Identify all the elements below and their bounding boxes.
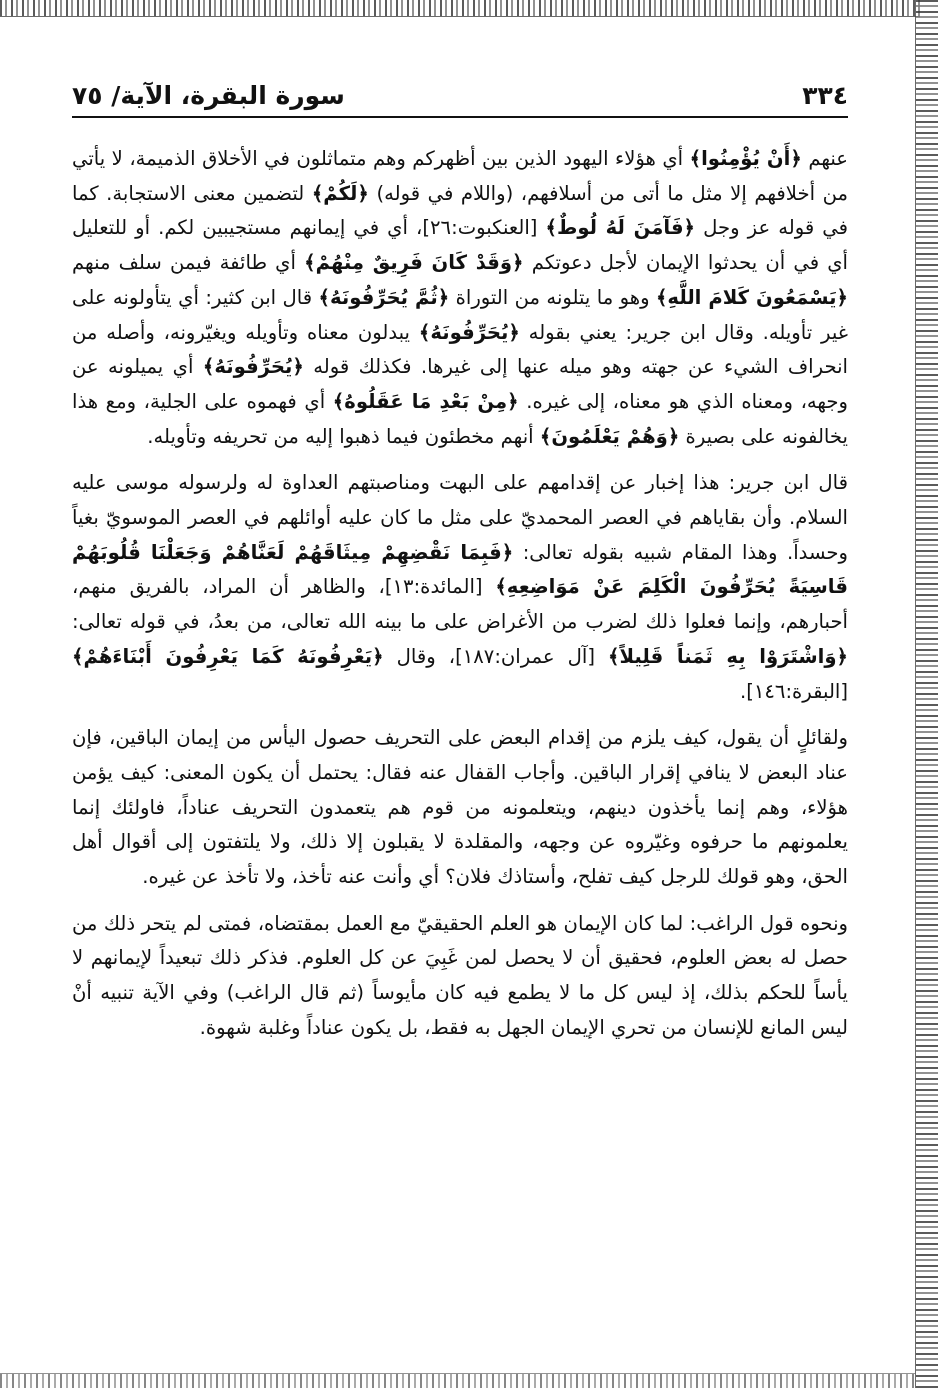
text-segment: وهو ما يتلونه من التوراة — [449, 285, 656, 309]
decorative-top-border — [0, 0, 920, 17]
quran-quote: ﴿يُحَرِّفُونَهُ﴾ — [418, 320, 520, 344]
text-segment: قال ابن جرير: هذا إخبار عن إقدامهم على البهت ومناصبتهم العداوة له ولرسوله موسى عليه السلام. وأن بقاياهم في العصر المحمديّ على مثل ما كان عليه أوائلهم في العصر الموسويّ بغياً وحسداً. وهذا المقام شبيه بقوله تعالى: — [72, 471, 848, 564]
quran-quote: ﴿وَاشْتَرَوْا بِهِ ثَمَناً قَلِيلاً﴾ — [608, 644, 848, 668]
text-segment: أي فهموه على الجلية، ومع هذا يخالفونه على بصيرة — [72, 389, 848, 448]
quran-quote: ﴿فَبِمَا نَقْضِهِمْ مِيثَاقَهُمْ لَعَنَّاهُمْ وَجَعَلْنَا قُلُوبَهُمْ قَاسِيَةً يُحَرِّفُونَ الْكَلِمَ عَنْ مَوَاضِعِهِ﴾ — [72, 540, 848, 599]
text-segment: [المائدة:١٣]، والظاهر أن المراد، بالفريق منهم، أحبارهم، وإنما فعلوا ذلك لضرب من الأغراض على ما بينه الله تعالى، من بعدُ، في قوله تعالى: — [72, 575, 848, 634]
text-segment: أي هؤلاء اليهود الذين بين أظهركم وهم متماثلون في الأخلاق الذميمة، لا يأتي من أخلافهم إلا مثل ما أتى من أسلافهم، (واللام في قوله) — [72, 147, 848, 205]
text-segment: [العنكبوت:٢٦]، أي في إيمانهم مستجيبين لكم. أو للتعليل أي في أن يحدثوا الإيمان لأجل دعوتكم — [72, 216, 848, 275]
text-segment: ولقائلٍ أن يقول، كيف يلزم من إقدام البعض على التحريف حصول اليأس من إيمان الباقين، فإن عناد البعض لا ينافي إقرار الباقين. وأجاب القفال عنه فقال: يحتمل أن يكون المعنى: كيف يؤمن هؤلاء، وهم إنما يأخذون دينهم، ويتعلمونه من قوم هم يتعمدون التحريف عناداً، فاولئك إنما يعلمونهم ما حرفوه وغيّروه عن وجهه، والمقلدة لا يقبلون إلا ذلك، ولا يلتفتون إلى أقوال أهل الحق، وهو قولك للرجل كيف تفلح، وأستاذك فلان؟ أي وأنت عنه تأخذ، ولا تأخذ عن غيره. — [72, 726, 848, 889]
text-segment: أي يميلونه عن وجهه، ومعناه الذي هو معناه، إلى غيره. — [72, 355, 848, 413]
quran-quote: ﴿مِنْ بَعْدِ مَا عَقَلُوهُ﴾ — [332, 389, 519, 413]
surah-title: سورة البقرة، الآية/ ٧٥ — [72, 81, 345, 110]
page-number: ٣٣٤ — [802, 81, 848, 110]
paragraph — [72, 907, 848, 1046]
text-segment: أنهم مخطئون فيما ذهبوا إليه من تحريفه وتأويله. — [147, 424, 540, 448]
paragraph — [72, 142, 848, 454]
text-segment: قال ابن كثير: أي يتأولونه على غير تأويله. وقال ابن جرير: يعني بقوله — [72, 285, 849, 344]
text-segment: لتضمين معنى الاستجابة. كما في قوله عز وجل — [72, 181, 848, 240]
quran-quote: ﴿يَعْرِفُونَهُ كَمَا يَعْرِفُونَ أَبْنَاءَهُمْ﴾ — [72, 644, 384, 668]
text-segment: [آل عمران:١٨٧]، وقال — [383, 644, 609, 668]
quran-quote: ﴿ثُمَّ يُحَرِّفُونَهُ﴾ — [318, 285, 450, 309]
text-segment: ونحوه قول الراغب: لما كان الإيمان هو العلم الحقيقيّ مع العمل بمقتضاه، فمتى لم يتحر ذلك من حصل له بعض العلوم، فحقيق أن لا يحصل لمن غَبِيَ عن كل العلوم. فذكر ذلك تبعيداً لإيمانهم لا يأساً للحكم بذلك، إذ ليس كل ما لا يطمع فيه كان مأيوساً (ثم قال الراغب) وفي الآية تنبيه أنْ ليس المانع للإنسان من تحري الإيمان الجهل به فقط، بل يكون عناداً وغلبة شهوة. — [72, 911, 848, 1039]
quran-quote: ﴿لَكُمْ﴾ — [311, 181, 369, 205]
text-segment: [البقرة:١٤٦]. — [739, 679, 848, 703]
text-segment: أي طائفة فيمن سلف منهم — [72, 251, 305, 275]
quran-quote: ﴿يَسْمَعُونَ كَلامَ اللَّهِ﴾ — [655, 285, 848, 309]
decorative-bottom-border — [0, 1373, 916, 1388]
text-segment: يبدلون معناه وتأويله ويغيّرونه، وأصله من انحراف الشيء عن جهته وهو ميله عنها إلى غيرها. فكذلك قوله — [72, 320, 848, 379]
decorative-right-border — [915, 0, 938, 1388]
quran-quote: ﴿يُحَرِّفُونَهُ﴾ — [202, 355, 304, 379]
quran-quote: ﴿وَهُمْ يَعْلَمُونَ﴾ — [539, 424, 680, 448]
paragraph — [72, 721, 848, 895]
quran-quote: ﴿أَنْ يُؤْمِنُوا﴾ — [689, 147, 802, 170]
quran-quote: ﴿فَآمَنَ لَهُ لُوطٌ﴾ — [545, 216, 696, 240]
paragraph — [72, 466, 848, 709]
quran-quote: ﴿وَقَدْ كَانَ فَرِيقٌ مِنْهُمْ﴾ — [304, 251, 524, 275]
page-header — [72, 66, 848, 118]
page-body — [72, 142, 848, 1058]
text-segment: عنهم — [801, 147, 848, 170]
